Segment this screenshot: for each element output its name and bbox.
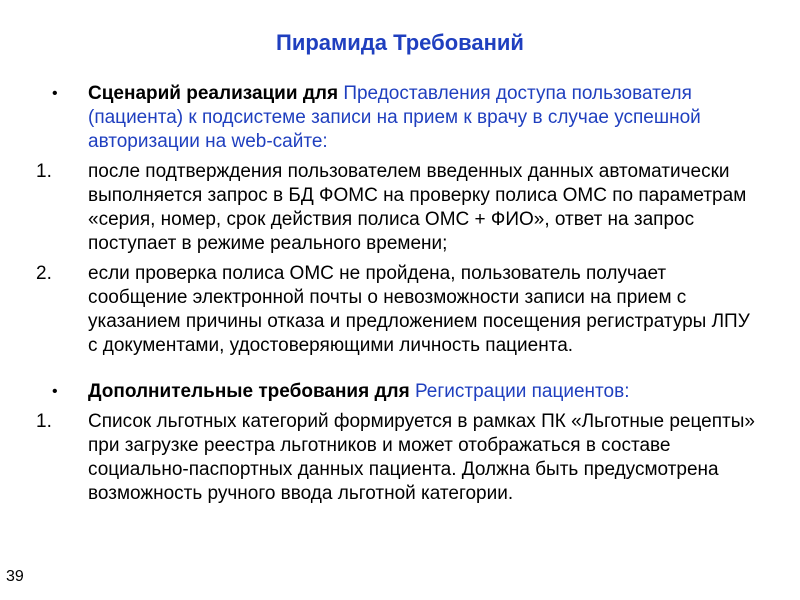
list-item-text: после подтверждения пользователем введенных данных автоматически выполняется запрос в БД ФОМС на проверку полиса ОМС по параметрам «серия, номер, срок действия полиса ОМС + ФИО», ответ на запрос поступает в режиме реального времени; xyxy=(88,161,747,254)
slide-content xyxy=(0,82,800,506)
bullet-icon: • xyxy=(52,85,58,102)
slide-title: Пирамида Требований xyxy=(276,30,524,55)
page-number: 39 xyxy=(6,568,24,585)
section1-lead-bold: Сценарий реализации для xyxy=(88,83,344,104)
section2-lead-link: Регистрации пациентов: xyxy=(414,381,630,402)
list-number: 1. xyxy=(36,411,52,432)
section2-lead xyxy=(0,380,800,404)
bullet-icon: • xyxy=(52,383,58,400)
section1-lead-link: Предоставления доступа пользователя (пациента) к подсистеме записи на прием к врачу в случае успешной авторизации на web-сайте: xyxy=(88,83,701,152)
list-item xyxy=(0,160,800,256)
section1-lead xyxy=(0,82,800,154)
list-number: 1. xyxy=(36,161,52,182)
list-item-text: Список льготных категорий формируется в рамках ПК «Льготные рецепты» при загрузке реестра льготников и может отображаться в составе социально-паспортных данных пациента. Должна быть предусмотрена возможность ручного ввода льготной категории. xyxy=(88,411,755,504)
list-item xyxy=(0,410,800,506)
section2-lead-bold: Дополнительные требования для xyxy=(88,381,415,402)
list-number: 2. xyxy=(36,263,52,284)
list-item xyxy=(0,262,800,358)
list-item-text: если проверка полиса ОМС не пройдена, пользователь получает сообщение электронной почты о невозможности записи на прием с указанием причины отказа и предложением посещения регистратуры ЛПУ с документами, удостоверяющими личность пациента. xyxy=(88,263,750,356)
